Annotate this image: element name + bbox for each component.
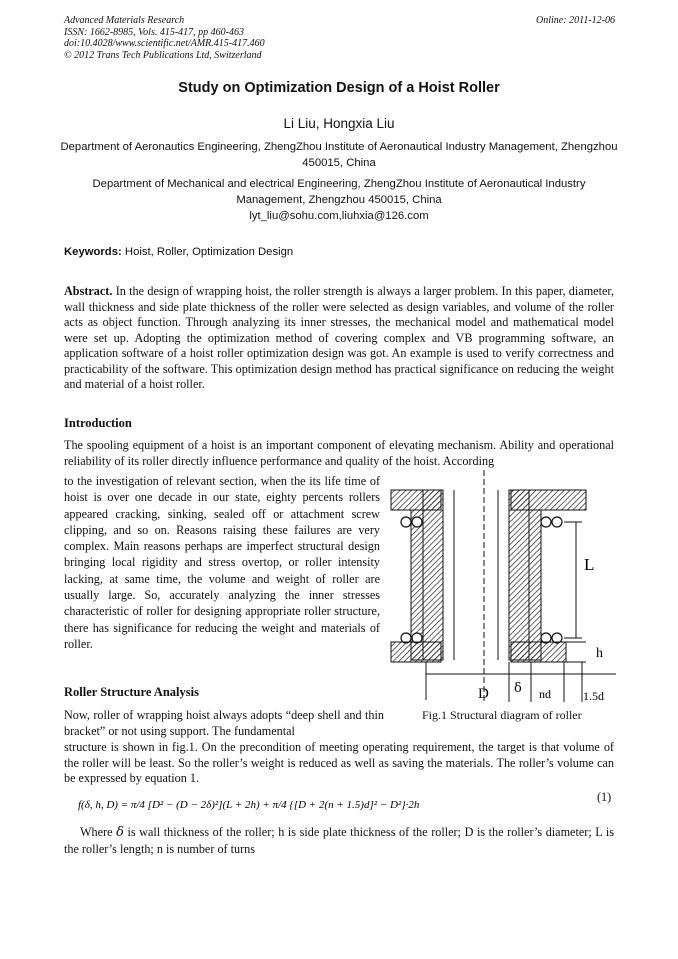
abstract xyxy=(64,284,614,393)
label-h: h xyxy=(596,646,603,661)
doi: doi:10.4028/www.scientific.net/AMR.415-417.460 xyxy=(64,38,265,49)
structure-paragraph-1: Now, roller of wrapping hoist always adopts “deep shell and thin bracket” or not using support. The fundamental xyxy=(64,708,384,738)
figure-caption: Fig.1 Structural diagram of roller xyxy=(422,708,582,722)
equation-number: (1) xyxy=(597,790,612,804)
rope-circle xyxy=(412,517,422,527)
issn: ISSN: 1662-8985, Vols. 415-417, pp 460-463 xyxy=(64,26,244,38)
copyright: © 2012 Trans Tech Publications Ltd, Switzerland xyxy=(64,49,262,61)
label-nd: nd xyxy=(539,687,551,701)
rope-circle xyxy=(552,517,562,527)
authors: Li Liu, Hongxia Liu xyxy=(283,116,395,131)
section-heading-structure: Roller Structure Analysis xyxy=(64,685,199,699)
intro-paragraph: The spooling equipment of a hoist is an important component of elevating mechanism. Ability and operational reliability of its roller directly influence performance and quality of the hoist. According xyxy=(64,438,614,468)
journal-name: Advanced Materials Research xyxy=(64,15,185,26)
keywords-label: Keywords: xyxy=(64,246,122,258)
where-symbol: δ xyxy=(116,825,124,840)
volume-equation xyxy=(78,791,558,817)
label-L: L xyxy=(584,555,595,574)
journal-header xyxy=(64,15,265,61)
left-shell-wall xyxy=(423,490,443,660)
affiliation-1: Department of Aeronautics Engineering, ZhengZhou Institute of Aeronautical Industry Management, Zhengzhou 450015, China xyxy=(60,141,618,169)
keywords xyxy=(64,246,293,258)
section-heading-introduction: Introduction xyxy=(64,416,132,430)
roller-structure-figure xyxy=(386,470,618,702)
equation-text: f(δ, h, D) = π/4 [D² − (D − 2δ)²](L + 2h) + π/4 {[D + 2(n + 1.5)d]² − D²}·2h xyxy=(78,799,420,811)
right-side-plate xyxy=(529,510,541,660)
label-D: D xyxy=(478,686,489,702)
where-paragraph xyxy=(64,824,614,857)
intro-paragraph-wrapped: to the investigation of relevant section, when the its life time of hoist is over one decade in our state, eighty percents rollers appeared cracking, sinking, sealed off or attachment screw clipping, and so on. Reasons raising these failures are very complex. Main reasons perhaps are imperfect structural design bringing local rigidity and stress overtop, or roller intensity lacking, at same time, the volume and weight of roller are usually large. So, accurately analyzing the inner stresses characteristic of roller for designing appropriate roller structure, there has significance for reducing the weight and materials of roller. xyxy=(64,474,380,651)
paper-title: Study on Optimization Design of a Hoist Roller xyxy=(178,80,500,96)
email: lyt_liu@sohu.com,liuhxia@126.com xyxy=(249,210,429,222)
structure-paragraph-2: structure is shown in fig.1. On the precondition of meeting operating requirement, the target is that volume of the roller will be least. So the roller’s weight is reduced as well as saving the materials. The roller’s volume can be expressed by equation 1. xyxy=(64,740,614,785)
abstract-text: In the design of wrapping hoist, the roller strength is always a larger problem. In this paper, diameter, wall thickness and side plate thickness of the roller were selected as design variables, and volume of the roller acts as object function. Through analyzing its inner stresses, the mechanical model and mathematical model were set up. Adopting the optimization method of covering complex and VB programming software, an application software of a hoist roller optimization design was got. An example is used to verify correctness and practicability of the software. This optimization design method has practical significance on reducing the weight and material of a hoist roller. xyxy=(64,284,614,391)
online-date: Online: 2011-12-06 xyxy=(536,15,615,26)
right-shell-wall xyxy=(509,490,529,660)
abstract-label: Abstract. xyxy=(64,284,113,298)
label-1-5d: 1.5d xyxy=(583,689,604,702)
where-text: is wall thickness of the roller; h is side plate thickness of the roller; D is the roller’s diameter; L is the roller’s length; n is number of turns xyxy=(64,825,614,856)
right-bottom-flange xyxy=(511,642,566,662)
left-bottom-flange xyxy=(391,642,441,662)
affiliation-2: Department of Mechanical and electrical Engineering, ZhengZhou Institute of Aeronautical Industry Management, Zhengzhou 450015, China xyxy=(92,178,586,206)
rope-circle xyxy=(401,517,411,527)
where-prefix: Where xyxy=(80,825,117,839)
rope-circle xyxy=(541,517,551,527)
keywords-text: Hoist, Roller, Optimization Design xyxy=(121,246,294,258)
label-delta: δ xyxy=(514,681,522,696)
